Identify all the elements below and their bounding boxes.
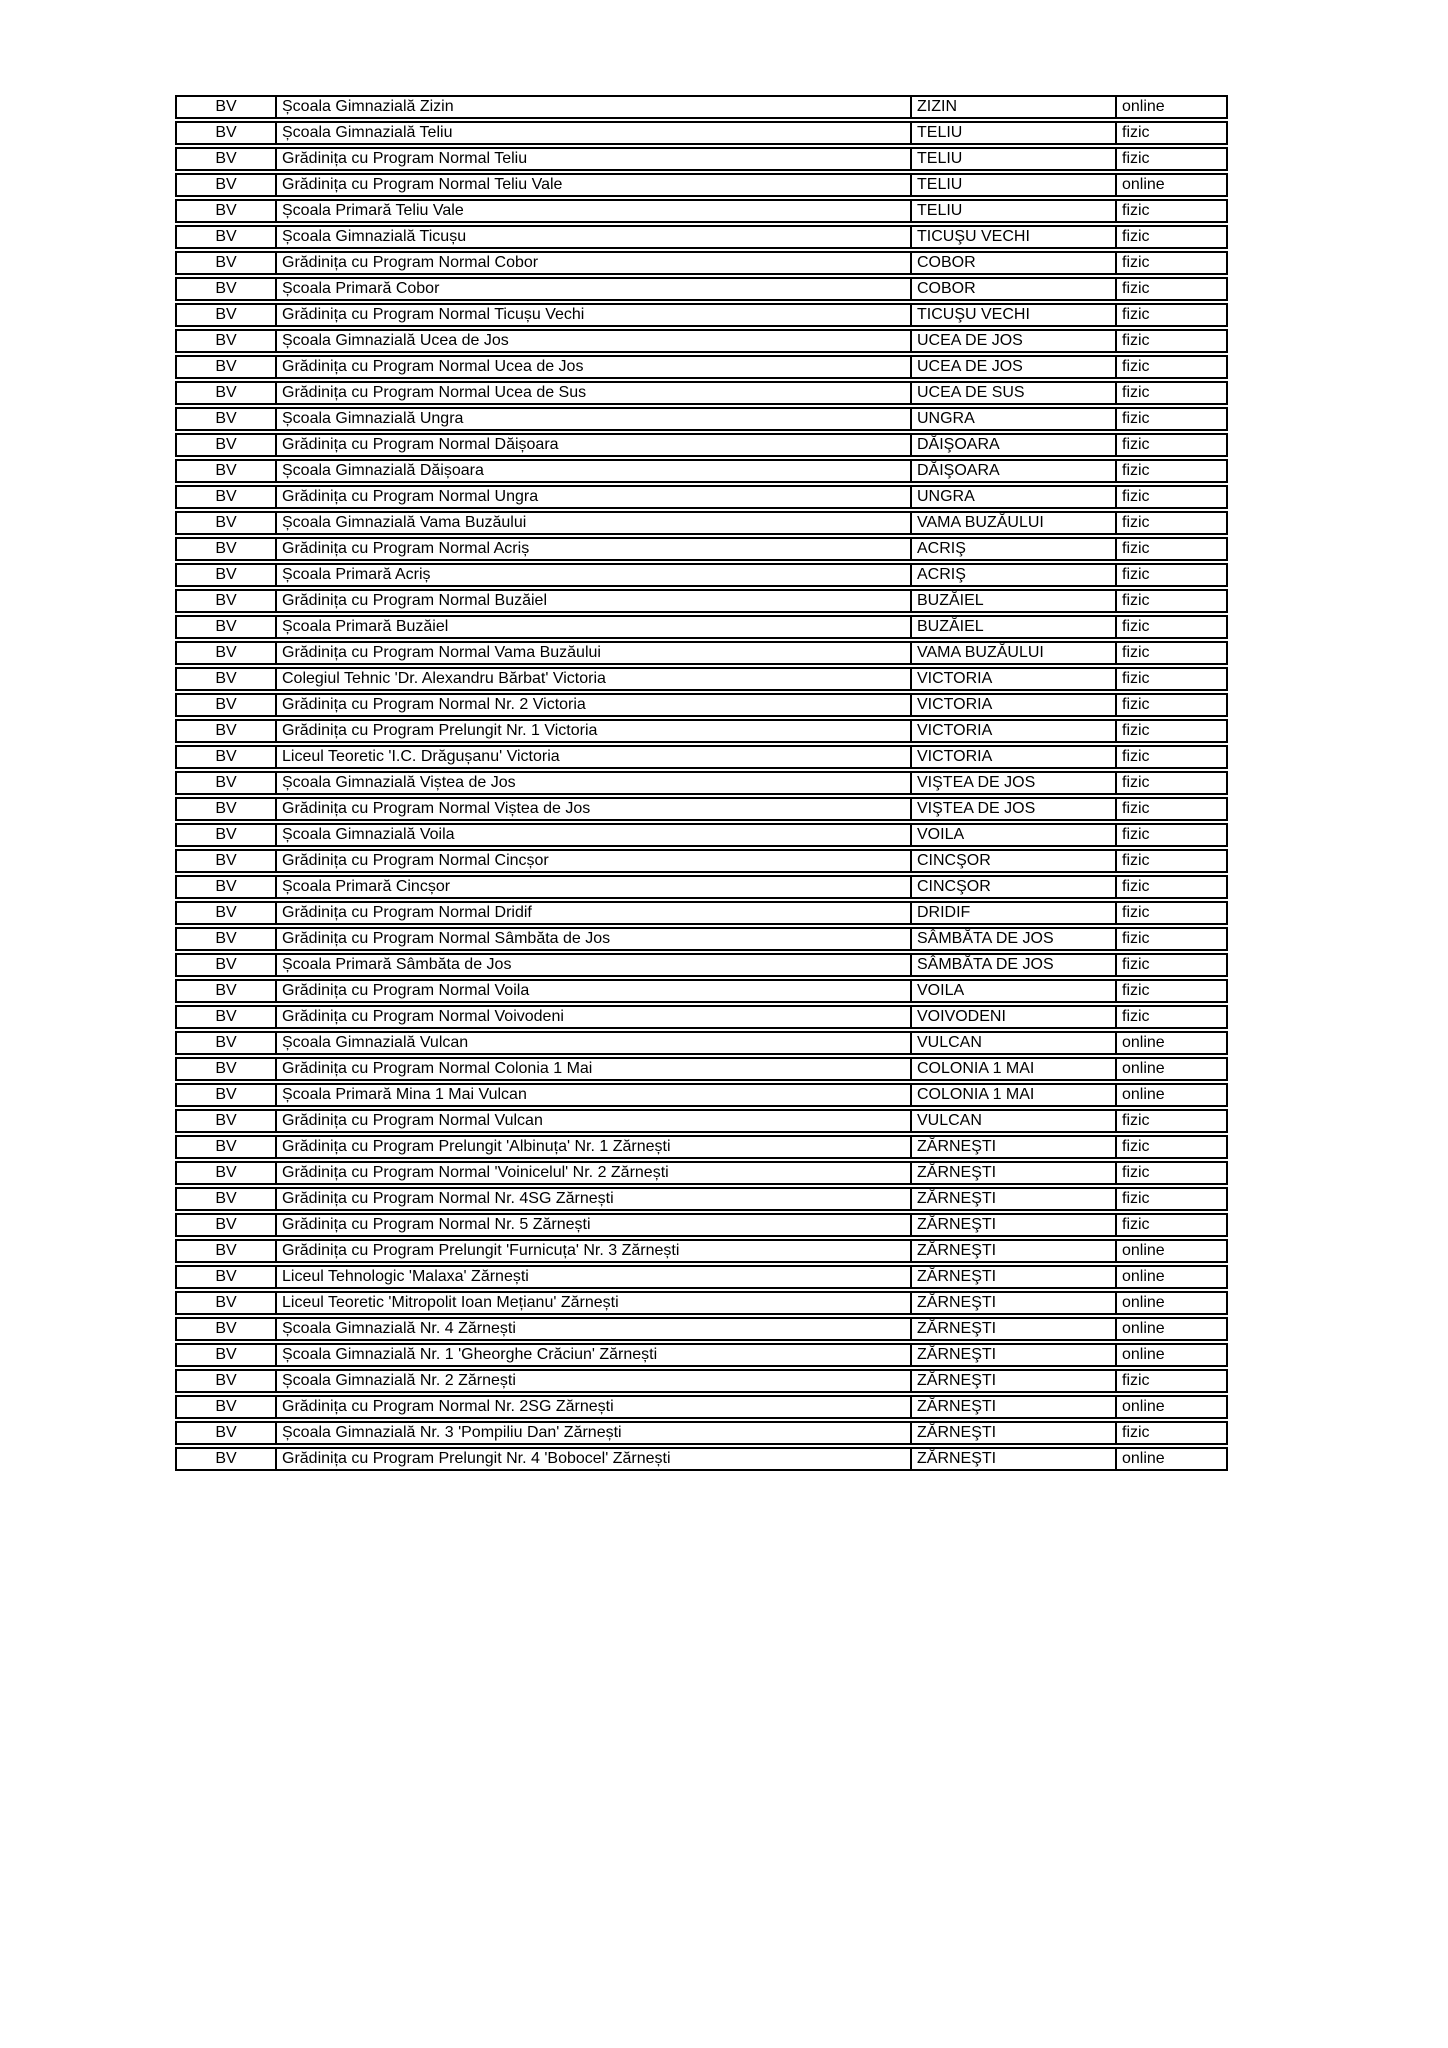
school-name-cell: Grădinița cu Program Normal Voivodeni [277,1005,912,1029]
county-cell: BV [175,303,277,327]
table-row [175,1343,1228,1367]
mode-cell: fizic [1117,1187,1228,1211]
table-row [175,1265,1228,1289]
mode-cell: fizic [1117,693,1228,717]
county-cell: BV [175,355,277,379]
locality-cell: ZĂRNEŞTI [912,1213,1117,1237]
county-cell: BV [175,329,277,353]
school-name-cell: Grădinița cu Program Normal Nr. 2SG Zărnești [277,1395,912,1419]
locality-cell: DĂIŞOARA [912,433,1117,457]
mode-cell: fizic [1117,251,1228,275]
table-row [175,433,1228,457]
mode-cell: fizic [1117,1213,1228,1237]
county-cell: BV [175,381,277,405]
table-row [175,901,1228,925]
county-cell: BV [175,95,277,119]
school-name-cell: Grădinița cu Program Normal Nr. 2 Victoria [277,693,912,717]
school-name-cell: Școala Primară Cobor [277,277,912,301]
locality-cell: ZĂRNEŞTI [912,1447,1117,1471]
locality-cell: VOILA [912,823,1117,847]
county-cell: BV [175,1057,277,1081]
county-cell: BV [175,667,277,691]
county-cell: BV [175,1187,277,1211]
school-name-cell: Școala Gimnazială Ucea de Jos [277,329,912,353]
mode-cell: fizic [1117,823,1228,847]
mode-cell: fizic [1117,225,1228,249]
county-cell: BV [175,901,277,925]
school-name-cell: Liceul Teoretic 'Mitropolit Ioan Mețianu' Zărnești [277,1291,912,1315]
mode-cell: fizic [1117,329,1228,353]
county-cell: BV [175,225,277,249]
table-row [175,329,1228,353]
county-cell: BV [175,1291,277,1315]
county-cell: BV [175,433,277,457]
locality-cell: ZIZIN [912,95,1117,119]
mode-cell: fizic [1117,745,1228,769]
locality-cell: ZĂRNEŞTI [912,1421,1117,1445]
locality-cell: TICUŞU VECHI [912,303,1117,327]
school-name-cell: Școala Primară Acriș [277,563,912,587]
table-row [175,693,1228,717]
table-row [175,147,1228,171]
locality-cell: TELIU [912,147,1117,171]
county-cell: BV [175,407,277,431]
locality-cell: ZĂRNEŞTI [912,1135,1117,1159]
county-cell: BV [175,1421,277,1445]
locality-cell: VOILA [912,979,1117,1003]
table-row [175,1317,1228,1341]
mode-cell: online [1117,1395,1228,1419]
mode-cell: fizic [1117,927,1228,951]
mode-cell: fizic [1117,979,1228,1003]
school-name-cell: Grădinița cu Program Normal Nr. 4SG Zărnești [277,1187,912,1211]
county-cell: BV [175,1005,277,1029]
school-name-cell: Grădinița cu Program Normal Vulcan [277,1109,912,1133]
table-row [175,1135,1228,1159]
county-cell: BV [175,745,277,769]
table-row [175,537,1228,561]
school-name-cell: Școala Gimnazială Voila [277,823,912,847]
county-cell: BV [175,1109,277,1133]
county-cell: BV [175,797,277,821]
locality-cell: COBOR [912,277,1117,301]
mode-cell: online [1117,1317,1228,1341]
mode-cell: fizic [1117,875,1228,899]
locality-cell: TELIU [912,121,1117,145]
county-cell: BV [175,1369,277,1393]
locality-cell: BUZĂIEL [912,589,1117,613]
table-row [175,1031,1228,1055]
locality-cell: SÂMBĂTA DE JOS [912,927,1117,951]
locality-cell: ACRIŞ [912,563,1117,587]
locality-cell: VAMA BUZĂULUI [912,511,1117,535]
locality-cell: DĂIŞOARA [912,459,1117,483]
school-name-cell: Școala Primară Cincșor [277,875,912,899]
mode-cell: fizic [1117,667,1228,691]
school-name-cell: Grădinița cu Program Prelungit 'Furnicuța' Nr. 3 Zărnești [277,1239,912,1263]
table-row [175,1239,1228,1263]
schools-table [175,93,1228,1473]
locality-cell: UNGRA [912,485,1117,509]
locality-cell: VICTORIA [912,745,1117,769]
mode-cell: online [1117,1343,1228,1367]
school-name-cell: Grădinița cu Program Normal Vama Buzăului [277,641,912,665]
school-name-cell: Grădinița cu Program Prelungit Nr. 1 Victoria [277,719,912,743]
mode-cell: fizic [1117,953,1228,977]
school-name-cell: Grădinița cu Program Normal Acriș [277,537,912,561]
county-cell: BV [175,277,277,301]
locality-cell: ZĂRNEŞTI [912,1161,1117,1185]
locality-cell: UCEA DE JOS [912,329,1117,353]
school-name-cell: Școala Primară Mina 1 Mai Vulcan [277,1083,912,1107]
mode-cell: fizic [1117,199,1228,223]
table-row [175,641,1228,665]
county-cell: BV [175,1239,277,1263]
table-row [175,823,1228,847]
mode-cell: fizic [1117,433,1228,457]
mode-cell: fizic [1117,303,1228,327]
school-name-cell: Școala Primară Sâmbăta de Jos [277,953,912,977]
table-row [175,1421,1228,1445]
school-name-cell: Școala Gimnazială Vama Buzăului [277,511,912,535]
locality-cell: VICTORIA [912,719,1117,743]
locality-cell: COBOR [912,251,1117,275]
locality-cell: SÂMBĂTA DE JOS [912,953,1117,977]
school-name-cell: Grădinița cu Program Normal Colonia 1 Mai [277,1057,912,1081]
table-row [175,589,1228,613]
locality-cell: COLONIA 1 MAI [912,1083,1117,1107]
locality-cell: UCEA DE SUS [912,381,1117,405]
school-name-cell: Grădinița cu Program Normal Nr. 5 Zărnești [277,1213,912,1237]
table-row [175,511,1228,535]
county-cell: BV [175,1343,277,1367]
locality-cell: TELIU [912,173,1117,197]
locality-cell: COLONIA 1 MAI [912,1057,1117,1081]
locality-cell: ZĂRNEŞTI [912,1265,1117,1289]
county-cell: BV [175,979,277,1003]
table-row [175,927,1228,951]
mode-cell: fizic [1117,355,1228,379]
mode-cell: fizic [1117,1161,1228,1185]
school-name-cell: Grădinița cu Program Normal Cincșor [277,849,912,873]
county-cell: BV [175,589,277,613]
table-row [175,407,1228,431]
school-name-cell: Școala Gimnazială Zizin [277,95,912,119]
locality-cell: TELIU [912,199,1117,223]
county-cell: BV [175,121,277,145]
locality-cell: ACRIŞ [912,537,1117,561]
table-row [175,355,1228,379]
table-row [175,121,1228,145]
locality-cell: VOIVODENI [912,1005,1117,1029]
county-cell: BV [175,485,277,509]
mode-cell: fizic [1117,147,1228,171]
table-row [175,745,1228,769]
table-row [175,1005,1228,1029]
locality-cell: ZĂRNEŞTI [912,1317,1117,1341]
locality-cell: ZĂRNEŞTI [912,1239,1117,1263]
locality-cell: VIŞTEA DE JOS [912,771,1117,795]
table-row [175,1109,1228,1133]
county-cell: BV [175,693,277,717]
locality-cell: UNGRA [912,407,1117,431]
mode-cell: fizic [1117,407,1228,431]
table-row [175,277,1228,301]
locality-cell: CINCŞOR [912,875,1117,899]
table-row [175,1057,1228,1081]
table-row [175,199,1228,223]
county-cell: BV [175,1447,277,1471]
school-name-cell: Grădinița cu Program Normal Voila [277,979,912,1003]
county-cell: BV [175,1031,277,1055]
county-cell: BV [175,615,277,639]
mode-cell: online [1117,1083,1228,1107]
county-cell: BV [175,1083,277,1107]
school-name-cell: Grădinița cu Program Normal Dăișoara [277,433,912,457]
school-name-cell: Școala Gimnazială Vulcan [277,1031,912,1055]
school-name-cell: Școala Gimnazială Viștea de Jos [277,771,912,795]
locality-cell: VULCAN [912,1031,1117,1055]
county-cell: BV [175,1395,277,1419]
county-cell: BV [175,875,277,899]
county-cell: BV [175,1135,277,1159]
county-cell: BV [175,173,277,197]
county-cell: BV [175,849,277,873]
county-cell: BV [175,199,277,223]
locality-cell: VICTORIA [912,693,1117,717]
schools-table-body [175,95,1228,1471]
mode-cell: fizic [1117,719,1228,743]
locality-cell: TICUŞU VECHI [912,225,1117,249]
school-name-cell: Grădinița cu Program Normal Ucea de Jos [277,355,912,379]
mode-cell: fizic [1117,121,1228,145]
mode-cell: fizic [1117,1005,1228,1029]
table-row [175,173,1228,197]
school-name-cell: Școala Gimnazială Teliu [277,121,912,145]
locality-cell: VULCAN [912,1109,1117,1133]
mode-cell: online [1117,1447,1228,1471]
school-name-cell: Grădinița cu Program Normal Sâmbăta de Jos [277,927,912,951]
mode-cell: fizic [1117,485,1228,509]
table-row [175,719,1228,743]
table-row [175,979,1228,1003]
table-row [175,95,1228,119]
table-row [175,485,1228,509]
mode-cell: fizic [1117,615,1228,639]
locality-cell: ZĂRNEŞTI [912,1187,1117,1211]
county-cell: BV [175,511,277,535]
mode-cell: fizic [1117,1421,1228,1445]
table-row [175,797,1228,821]
mode-cell: fizic [1117,459,1228,483]
mode-cell: online [1117,1057,1228,1081]
county-cell: BV [175,537,277,561]
school-name-cell: Grădinița cu Program Normal 'Voinicelul' Nr. 2 Zărnești [277,1161,912,1185]
locality-cell: VICTORIA [912,667,1117,691]
school-name-cell: Grădinița cu Program Prelungit 'Albinuța' Nr. 1 Zărnești [277,1135,912,1159]
school-name-cell: Colegiul Tehnic 'Dr. Alexandru Bărbat' Victoria [277,667,912,691]
county-cell: BV [175,927,277,951]
school-name-cell: Liceul Tehnologic 'Malaxa' Zărnești [277,1265,912,1289]
mode-cell: fizic [1117,1109,1228,1133]
school-name-cell: Școala Gimnazială Dăișoara [277,459,912,483]
mode-cell: online [1117,95,1228,119]
locality-cell: BUZĂIEL [912,615,1117,639]
mode-cell: fizic [1117,1135,1228,1159]
school-name-cell: Grădinița cu Program Normal Dridif [277,901,912,925]
table-row [175,303,1228,327]
county-cell: BV [175,1265,277,1289]
table-row [175,225,1228,249]
mode-cell: online [1117,173,1228,197]
mode-cell: fizic [1117,381,1228,405]
table-row [175,1291,1228,1315]
mode-cell: fizic [1117,641,1228,665]
school-name-cell: Școala Gimnazială Nr. 1 'Gheorghe Crăciun' Zărnești [277,1343,912,1367]
table-row [175,459,1228,483]
locality-cell: DRIDIF [912,901,1117,925]
county-cell: BV [175,1213,277,1237]
mode-cell: fizic [1117,797,1228,821]
locality-cell: VAMA BUZĂULUI [912,641,1117,665]
mode-cell: online [1117,1031,1228,1055]
locality-cell: ZĂRNEŞTI [912,1395,1117,1419]
table-row [175,771,1228,795]
mode-cell: fizic [1117,849,1228,873]
school-name-cell: Școala Gimnazială Nr. 3 'Pompiliu Dan' Zărnești [277,1421,912,1445]
mode-cell: fizic [1117,901,1228,925]
school-name-cell: Grădinița cu Program Normal Teliu [277,147,912,171]
school-name-cell: Grădinița cu Program Normal Ucea de Sus [277,381,912,405]
county-cell: BV [175,459,277,483]
county-cell: BV [175,1161,277,1185]
county-cell: BV [175,563,277,587]
county-cell: BV [175,147,277,171]
school-name-cell: Școala Gimnazială Ticușu [277,225,912,249]
mode-cell: fizic [1117,511,1228,535]
table-row [175,849,1228,873]
mode-cell: fizic [1117,771,1228,795]
school-name-cell: Grădinița cu Program Normal Buzăiel [277,589,912,613]
school-name-cell: Școala Primară Teliu Vale [277,199,912,223]
locality-cell: ZĂRNEŞTI [912,1291,1117,1315]
table-row [175,1213,1228,1237]
school-name-cell: Liceul Teoretic 'I.C. Drăgușanu' Victoria [277,745,912,769]
locality-cell: CINCŞOR [912,849,1117,873]
table-row [175,667,1228,691]
school-name-cell: Grădinița cu Program Normal Ticușu Vechi [277,303,912,327]
mode-cell: fizic [1117,1369,1228,1393]
school-name-cell: Grădinița cu Program Normal Cobor [277,251,912,275]
school-name-cell: Școala Primară Buzăiel [277,615,912,639]
table-row [175,1447,1228,1471]
school-name-cell: Școala Gimnazială Ungra [277,407,912,431]
county-cell: BV [175,953,277,977]
county-cell: BV [175,1317,277,1341]
school-name-cell: Grădinița cu Program Normal Ungra [277,485,912,509]
table-row [175,1161,1228,1185]
locality-cell: UCEA DE JOS [912,355,1117,379]
school-name-cell: Școala Gimnazială Nr. 4 Zărnești [277,1317,912,1341]
locality-cell: VIŞTEA DE JOS [912,797,1117,821]
table-row [175,1187,1228,1211]
mode-cell: online [1117,1239,1228,1263]
table-row [175,251,1228,275]
table-row [175,1369,1228,1393]
county-cell: BV [175,771,277,795]
table-row [175,563,1228,587]
table-row [175,1395,1228,1419]
school-name-cell: Grădinița cu Program Prelungit Nr. 4 'Bobocel' Zărnești [277,1447,912,1471]
locality-cell: ZĂRNEŞTI [912,1343,1117,1367]
table-row [175,953,1228,977]
table-row [175,381,1228,405]
mode-cell: fizic [1117,277,1228,301]
mode-cell: fizic [1117,563,1228,587]
county-cell: BV [175,823,277,847]
school-name-cell: Grădinița cu Program Normal Teliu Vale [277,173,912,197]
table-row [175,1083,1228,1107]
table-row [175,875,1228,899]
mode-cell: online [1117,1291,1228,1315]
county-cell: BV [175,719,277,743]
county-cell: BV [175,251,277,275]
mode-cell: fizic [1117,537,1228,561]
locality-cell: ZĂRNEŞTI [912,1369,1117,1393]
mode-cell: fizic [1117,589,1228,613]
school-name-cell: Școala Gimnazială Nr. 2 Zărnești [277,1369,912,1393]
mode-cell: online [1117,1265,1228,1289]
school-name-cell: Grădinița cu Program Normal Viștea de Jos [277,797,912,821]
table-row [175,615,1228,639]
county-cell: BV [175,641,277,665]
